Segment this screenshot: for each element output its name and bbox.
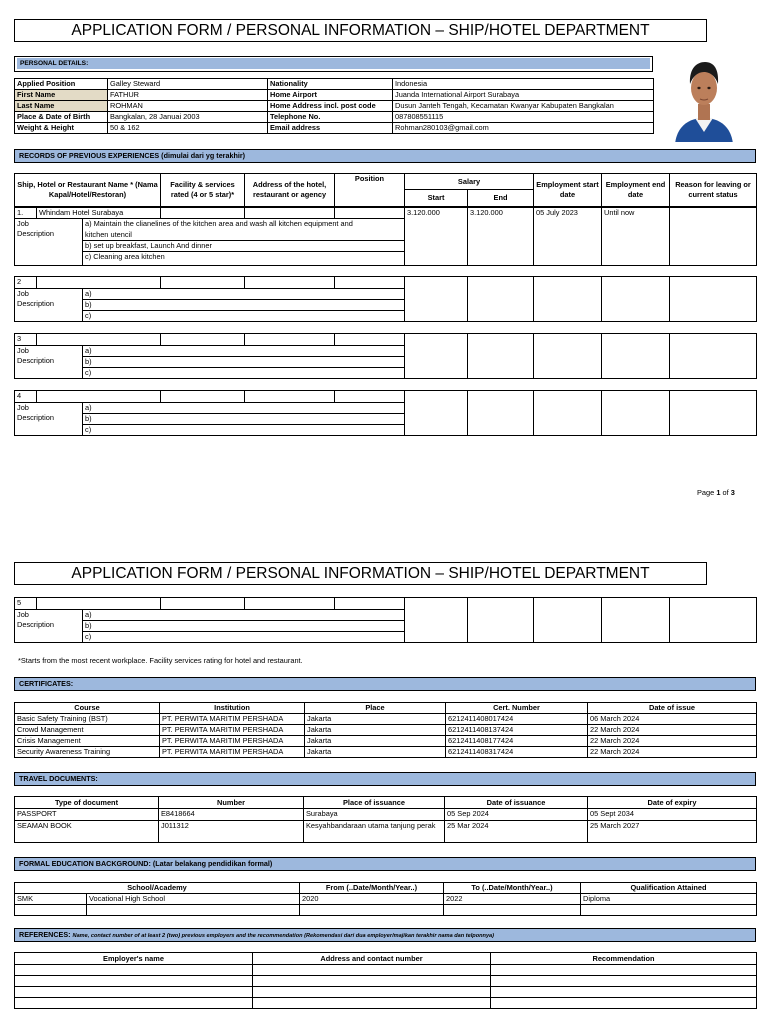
pd-label: Home Airport (268, 90, 393, 101)
references-section-header: REFERENCES: Name, contact number of at least 2 (two) previous employers and the recommendation (Rekomendasi dari dua employer/majikan terakhir nama dan telponnya) (14, 928, 756, 942)
table-cell[interactable]: Jakarta (305, 736, 446, 747)
exp-1-job-label: Job Description (15, 219, 83, 266)
exp-desc-b[interactable]: b) (83, 414, 405, 425)
exp-1-salary-start: 3.120.000 (405, 208, 468, 266)
exp-header-facility: Facility & services rated (4 or 5 star)* (161, 174, 245, 207)
personal-details-table (14, 78, 654, 134)
table-cell[interactable]: PASSPORT (15, 809, 159, 821)
experience-entry-3 (14, 333, 757, 379)
exp-1-reason (670, 208, 757, 266)
exp-1-emp-start: 05 July 2023 (534, 208, 602, 266)
exp-desc-a[interactable]: a) (83, 403, 405, 414)
exp-desc-a[interactable]: a) (83, 289, 405, 300)
travel-section-header: TRAVEL DOCUMENTS: (14, 772, 756, 786)
table-cell[interactable]: Jakarta (305, 747, 446, 758)
travel-table (14, 796, 757, 843)
pd-value[interactable]: 087808551115 (393, 112, 654, 123)
edu-qualification: Diploma (581, 894, 757, 905)
exp-1-emp-end: Until now (602, 208, 670, 266)
table-cell[interactable]: J011312 (159, 821, 304, 843)
exp-1-desc-a-cont: kitchen utencil (83, 230, 405, 241)
table-cell[interactable]: 06 March 2024 (588, 714, 757, 725)
exp-desc-c[interactable]: c) (83, 368, 405, 379)
exp-emp-start-cell[interactable] (534, 334, 602, 379)
table-cell[interactable]: Security Awareness Training (15, 747, 160, 758)
exp-salary-start-cell[interactable] (405, 391, 468, 436)
references-subtitle: Name, contact number of at least 2 (two) previous employers and the recommendation (Rekomendasi dari dua employer/majikan terakhir nama dan telponnya) (72, 933, 495, 939)
pd-label: Nationality (268, 79, 393, 90)
exp-reason-cell[interactable] (670, 391, 757, 436)
exp-emp-start-cell[interactable] (534, 391, 602, 436)
personal-details-title: PERSONAL DETAILS: (17, 58, 650, 69)
pd-value[interactable]: Juanda International Airport Surabaya (393, 90, 654, 101)
exp-desc-c[interactable]: c) (83, 632, 405, 643)
exp-emp-end-cell[interactable] (602, 277, 670, 322)
exp-number: 2 (15, 277, 37, 289)
exp-address-cell[interactable] (245, 391, 335, 403)
exp-address-cell[interactable] (245, 334, 335, 346)
exp-header-reason: Reason for leaving or current status (670, 174, 757, 207)
exp-job-label: Job Description (15, 346, 83, 379)
form-title-page-2: APPLICATION FORM / PERSONAL INFORMATION – SHIP/HOTEL DEPARTMENT (14, 562, 707, 585)
page-number: Page 1 of 3 (697, 488, 735, 497)
exp-header-position: Position (335, 174, 405, 207)
exp-header-salary-start: Start (405, 190, 468, 207)
pd-label: Place & Date of Birth (15, 112, 108, 123)
exp-emp-start-cell[interactable] (534, 598, 602, 643)
exp-salary-end-cell[interactable] (468, 277, 534, 322)
table-row (15, 809, 757, 821)
exp-header-ship: Ship, Hotel or Restaurant Name * (Nama Kapal/Hotel/Restoran) (15, 174, 161, 207)
table-cell[interactable]: 6212411408017424 (446, 714, 588, 725)
table-cell[interactable]: Crowd Management (15, 725, 160, 736)
exp-1-name: Whindam Hotel Surabaya (37, 208, 161, 219)
exp-reason-cell[interactable] (670, 598, 757, 643)
table-cell[interactable]: Jakarta (305, 714, 446, 725)
edu-header-from: From (..Date/Month/Year..) (300, 883, 444, 894)
exp-name-cell[interactable] (37, 391, 161, 403)
column-header: Date of issuance (445, 797, 588, 809)
exp-position-cell[interactable] (335, 277, 405, 289)
experience-section-header: RECORDS OF PREVIOUS EXPERIENCES (dimulai dari yg terakhir) (14, 149, 756, 163)
exp-facility-cell[interactable] (161, 598, 245, 610)
exp-name-cell[interactable] (37, 277, 161, 289)
edu-from: 2020 (300, 894, 444, 905)
experience-entry-2 (14, 276, 757, 322)
exp-desc-a[interactable]: a) (83, 610, 405, 621)
experience-entry-1 (14, 207, 757, 266)
table-cell[interactable]: 6212411408177424 (446, 736, 588, 747)
exp-position-cell[interactable] (335, 391, 405, 403)
pd-value[interactable]: Galley Steward (108, 79, 268, 90)
exp-1-number: 1. (15, 208, 37, 219)
exp-desc-c[interactable]: c) (83, 311, 405, 322)
table-cell[interactable]: Basic Safety Training (BST) (15, 714, 160, 725)
column-header: Cert. Number (446, 703, 588, 714)
exp-reason-cell[interactable] (670, 277, 757, 322)
ref-header-recommendation: Recommendation (491, 953, 757, 965)
exp-header-salary: Salary (405, 174, 534, 190)
exp-reason-cell[interactable] (670, 334, 757, 379)
pd-value[interactable]: Bangkalan, 28 Januai 2003 (108, 112, 268, 123)
table-cell[interactable]: 05 Sep 2024 (445, 809, 588, 821)
pd-label: Home Address incl. post code (268, 101, 393, 112)
table-cell[interactable]: Surabaya (304, 809, 445, 821)
exp-emp-end-cell[interactable] (602, 334, 670, 379)
table-cell[interactable]: 25 March 2027 (588, 821, 757, 843)
experience-header-table (14, 173, 757, 207)
exp-salary-start-cell[interactable] (405, 598, 468, 643)
form-title: APPLICATION FORM / PERSONAL INFORMATION – SHIP/HOTEL DEPARTMENT (14, 19, 707, 42)
exp-salary-end-cell[interactable] (468, 391, 534, 436)
table-cell[interactable]: SEAMAN BOOK (15, 821, 159, 843)
applicant-portrait-image (671, 48, 736, 143)
table-cell[interactable]: 22 March 2024 (588, 725, 757, 736)
exp-desc-c[interactable]: c) (83, 425, 405, 436)
column-header: Date of expiry (588, 797, 757, 809)
table-row (15, 736, 757, 747)
exp-facility-cell[interactable] (161, 334, 245, 346)
education-section-header: FORMAL EDUCATION BACKGROUND: (Latar belakang pendidikan formal) (14, 857, 756, 871)
table-cell[interactable]: Kesyahbandaraan utama tanjung perak (304, 821, 445, 843)
column-header: Date of issue (588, 703, 757, 714)
table-cell[interactable]: E8418664 (159, 809, 304, 821)
exp-position-cell[interactable] (335, 598, 405, 610)
edu-header-qualification: Qualification Attained (581, 883, 757, 894)
exp-address-cell[interactable] (245, 598, 335, 610)
exp-facility-cell[interactable] (161, 391, 245, 403)
exp-job-label: Job Description (15, 403, 83, 436)
exp-emp-end-cell[interactable] (602, 598, 670, 643)
column-header: Number (159, 797, 304, 809)
ref-header-address: Address and contact number (253, 953, 491, 965)
table-cell[interactable]: 22 March 2024 (588, 736, 757, 747)
personal-details-header (14, 56, 653, 72)
edu-header-school: School/Academy (15, 883, 300, 894)
exp-name-cell[interactable] (37, 598, 161, 610)
exp-desc-a[interactable]: a) (83, 346, 405, 357)
exp-1-desc-b: b) set up breakfast, Launch And dinner (83, 241, 405, 252)
exp-salary-end-cell[interactable] (468, 334, 534, 379)
table-row (15, 747, 757, 758)
experience-footnote: *Starts from the most recent workplace. Facility services rating for hotel and restaurant. (18, 656, 303, 665)
pd-value[interactable]: Rohman280103@gmail.com (393, 123, 654, 134)
education-table (14, 882, 757, 916)
exp-header-emp-end: Employment end date (602, 174, 670, 207)
table-cell[interactable]: 22 March 2024 (588, 747, 757, 758)
exp-desc-b[interactable]: b) (83, 300, 405, 311)
exp-job-label: Job Description (15, 289, 83, 322)
pd-value[interactable]: Dusun Janteh Tengah, Kecamatan Kwanyar Kabupaten Bangkalan (393, 101, 654, 112)
table-cell[interactable]: 6212411408137424 (446, 725, 588, 736)
column-header: Course (15, 703, 160, 714)
exp-header-salary-end: End (468, 190, 534, 207)
edu-school: Vocational High School (87, 894, 300, 905)
exp-number: 5 (15, 598, 37, 610)
pd-label: Weight & Height (15, 123, 108, 134)
table-cell[interactable]: Jakarta (305, 725, 446, 736)
column-header: Place of issuance (304, 797, 445, 809)
column-header: Type of document (15, 797, 159, 809)
experience-entry-5 (14, 597, 757, 643)
exp-header-emp-start: Employment start date (534, 174, 602, 207)
exp-salary-start-cell[interactable] (405, 277, 468, 322)
table-row (15, 714, 757, 725)
table-row (15, 821, 757, 843)
exp-1-salary-end: 3.120.000 (468, 208, 534, 266)
table-cell[interactable]: 25 Mar 2024 (445, 821, 588, 843)
pd-value[interactable]: Indonesia (393, 79, 654, 90)
edu-header-to: To (..Date/Month/Year..) (444, 883, 581, 894)
table-cell[interactable]: PT. PERWITA MARITIM PERSHADA (160, 725, 305, 736)
pd-label: Last Name (15, 101, 108, 112)
pd-label: Email address (268, 123, 393, 134)
pd-label: Applied Position (15, 79, 108, 90)
exp-header-address: Address of the hotel, restaurant or agency (245, 174, 335, 207)
exp-position-cell[interactable] (335, 334, 405, 346)
pd-value[interactable]: 50 & 162 (108, 123, 268, 134)
exp-desc-b[interactable]: b) (83, 357, 405, 368)
certificates-section-header: CERTIFICATES: (14, 677, 756, 691)
exp-facility-cell[interactable] (161, 277, 245, 289)
exp-job-label: Job Description (15, 610, 83, 643)
table-cell[interactable]: PT. PERWITA MARITIM PERSHADA (160, 747, 305, 758)
exp-number: 4 (15, 391, 37, 403)
edu-to: 2022 (444, 894, 581, 905)
exp-emp-end-cell[interactable] (602, 391, 670, 436)
table-cell[interactable]: Crisis Management (15, 736, 160, 747)
exp-desc-b[interactable]: b) (83, 621, 405, 632)
exp-1-desc-c: c) Cleaning area kitchen (83, 252, 405, 266)
exp-salary-start-cell[interactable] (405, 334, 468, 379)
table-cell[interactable]: 6212411408317424 (446, 747, 588, 758)
exp-address-cell[interactable] (245, 277, 335, 289)
pd-value[interactable]: ROHMAN (108, 101, 268, 112)
experience-entry-4 (14, 390, 757, 436)
table-cell[interactable]: PT. PERWITA MARITIM PERSHADA (160, 736, 305, 747)
exp-name-cell[interactable] (37, 334, 161, 346)
column-header: Place (305, 703, 446, 714)
exp-salary-end-cell[interactable] (468, 598, 534, 643)
pd-value[interactable]: FATHUR (108, 90, 268, 101)
edu-type: SMK (15, 894, 87, 905)
column-header: Institution (160, 703, 305, 714)
ref-header-employer: Employer's name (15, 953, 253, 965)
table-row (15, 725, 757, 736)
applicant-photo (670, 47, 736, 143)
table-cell[interactable]: 05 Sept 2034 (588, 809, 757, 821)
exp-number: 3 (15, 334, 37, 346)
references-table (14, 952, 757, 1009)
pd-label: Telephone No. (268, 112, 393, 123)
table-cell[interactable]: PT. PERWITA MARITIM PERSHADA (160, 714, 305, 725)
exp-emp-start-cell[interactable] (534, 277, 602, 322)
certificates-table (14, 702, 757, 758)
pd-label: First Name (15, 90, 108, 101)
exp-1-desc-a: a) Maintain the clianelines of the kitchen area and wash all kitchen equipment and (83, 219, 405, 230)
